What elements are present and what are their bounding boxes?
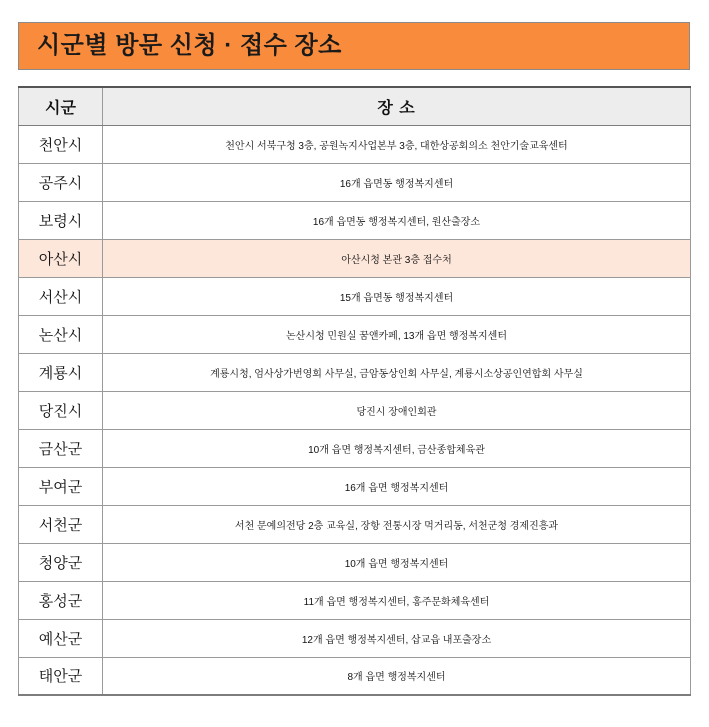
table-row: [19, 277, 691, 315]
cell-place: 11개 읍면 행정복지센터, 홍주문화체육센터: [103, 581, 691, 619]
cell-sigun: 보령시: [19, 201, 103, 239]
cell-place: 12개 읍면 행정복지센터, 삽교읍 내포출장소: [103, 619, 691, 657]
cell-place: 16개 읍면동 행정복지센터, 원산출장소: [103, 201, 691, 239]
table-row: [19, 619, 691, 657]
table-row: [19, 125, 691, 163]
cell-place: 아산시청 본관 3층 접수처: [103, 239, 691, 277]
cell-place: 천안시 서북구청 3층, 공원녹지사업본부 3층, 대한상공회의소 천안기술교육센터: [103, 125, 691, 163]
page-title-banner: [18, 22, 690, 70]
cell-sigun: 금산군: [19, 429, 103, 467]
cell-sigun: 태안군: [19, 657, 103, 695]
table-row: [19, 315, 691, 353]
cell-sigun: 계룡시: [19, 353, 103, 391]
cell-sigun: 서천군: [19, 505, 103, 543]
column-header-place: 장 소: [103, 87, 691, 125]
table-row: [19, 239, 691, 277]
column-header-sigun: 시군: [19, 87, 103, 125]
table-body: [19, 125, 691, 695]
cell-sigun: 논산시: [19, 315, 103, 353]
cell-sigun: 청양군: [19, 543, 103, 581]
cell-place: 16개 읍면 행정복지센터: [103, 467, 691, 505]
cell-sigun: 홍성군: [19, 581, 103, 619]
cell-sigun: 예산군: [19, 619, 103, 657]
visit-locations-table: [18, 86, 691, 696]
page-title: 시군별 방문 신청 · 접수 장소: [37, 32, 342, 59]
table-row: [19, 429, 691, 467]
cell-place: 서천 문예의전당 2층 교육실, 장항 전통시장 먹거리동, 서천군청 경제진흥과: [103, 505, 691, 543]
table-row: [19, 391, 691, 429]
visit-locations-table-wrapper: [18, 86, 690, 696]
table-header-row: [19, 87, 691, 125]
table-row: [19, 657, 691, 695]
cell-place: 10개 읍면 행정복지센터, 금산종합체육관: [103, 429, 691, 467]
cell-place: 15개 읍면동 행정복지센터: [103, 277, 691, 315]
cell-sigun: 당진시: [19, 391, 103, 429]
cell-place: 16개 읍면동 행정복지센터: [103, 163, 691, 201]
cell-sigun: 서산시: [19, 277, 103, 315]
cell-sigun: 천안시: [19, 125, 103, 163]
table-row: [19, 163, 691, 201]
table-row: [19, 201, 691, 239]
table-row: [19, 467, 691, 505]
cell-place: 논산시청 민원실 꿈앤카페, 13개 읍면 행정복지센터: [103, 315, 691, 353]
table-row: [19, 543, 691, 581]
cell-place: 당진시 장애인회관: [103, 391, 691, 429]
table-row: [19, 581, 691, 619]
cell-place: 10개 읍면 행정복지센터: [103, 543, 691, 581]
cell-place: 8개 읍면 행정복지센터: [103, 657, 691, 695]
table-row: [19, 505, 691, 543]
table-header: [19, 87, 691, 125]
cell-place: 계룡시청, 엄사상가번영회 사무실, 금암동상인회 사무실, 계룡시소상공인연합회 사무실: [103, 353, 691, 391]
table-row: [19, 353, 691, 391]
cell-sigun: 아산시: [19, 239, 103, 277]
cell-sigun: 공주시: [19, 163, 103, 201]
cell-sigun: 부여군: [19, 467, 103, 505]
